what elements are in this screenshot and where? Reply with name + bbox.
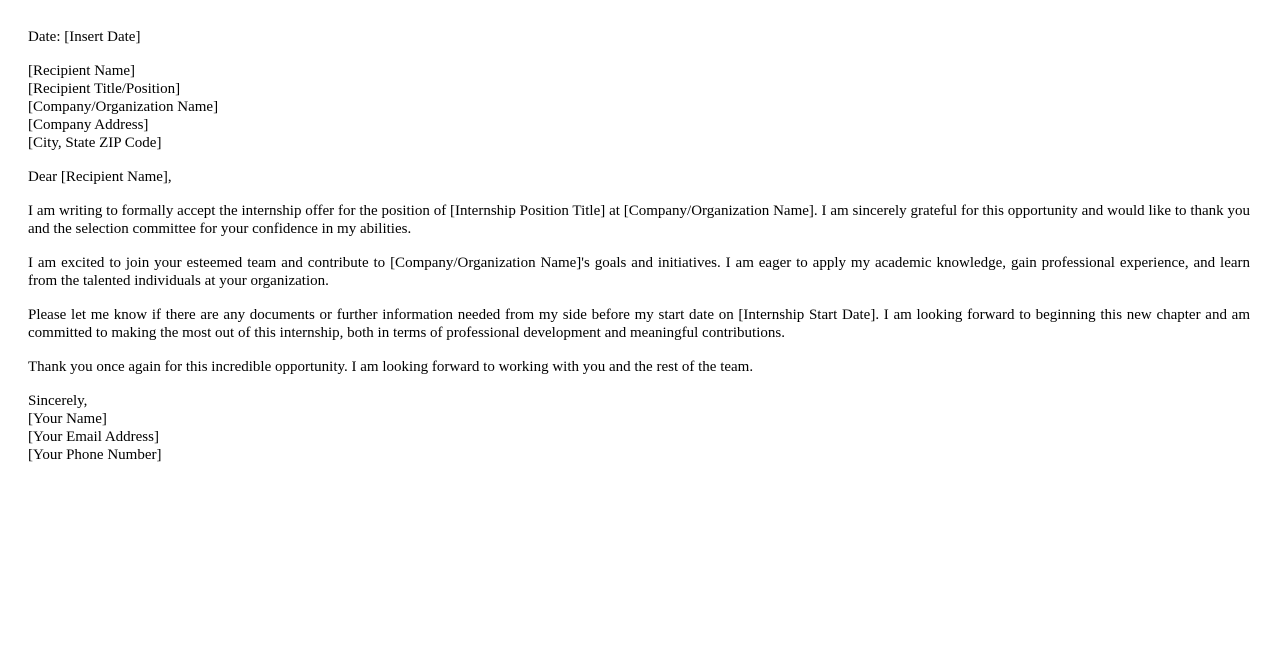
body-paragraph-thanks: Thank you once again for this incredible opportunity. I am looking forward to working with you and the rest of the team. (28, 359, 754, 375)
recipient-title: [Recipient Title/Position] (28, 81, 181, 97)
body-paragraph-documents: Please let me know if there are any documents or further information needed from my side before my start date on [Internship Start Date]. I am looking forward to beginning this new chapter and am committed to making the most out of this internship, both in terms of professional development and meaningful contributions. (28, 307, 1250, 341)
closing: Sincerely, (28, 393, 88, 409)
date-line: Date: [Insert Date] (28, 29, 141, 45)
body-paragraph-acceptance: I am writing to formally accept the internship offer for the position of [Internship Position Title] at [Company/Organization Name]. I am sincerely grateful for this opportunity and would like to thank you and the selection committee for your confidence in my abilities. (28, 203, 1250, 237)
recipient-address: [Company Address] (28, 117, 149, 133)
recipient-company: [Company/Organization Name] (28, 99, 219, 115)
letter-document (28, 28, 1250, 480)
signature-name: [Your Name] (28, 411, 107, 427)
recipient-name: [Recipient Name] (28, 63, 136, 79)
salutation: Dear [Recipient Name], (28, 169, 172, 185)
salutation-block (28, 168, 1250, 186)
signature-phone: [Your Phone Number] (28, 447, 162, 463)
date-block (28, 28, 1250, 46)
signature-block (28, 392, 1250, 464)
signature-email: [Your Email Address] (28, 429, 159, 445)
recipient-city: [City, State ZIP Code] (28, 135, 162, 151)
recipient-address-block (28, 62, 1250, 152)
body-paragraph-excitement: I am excited to join your esteemed team and contribute to [Company/Organization Name]'s goals and initiatives. I am eager to apply my academic knowledge, gain professional experience, and learn from the talented individuals at your organization. (28, 255, 1250, 289)
